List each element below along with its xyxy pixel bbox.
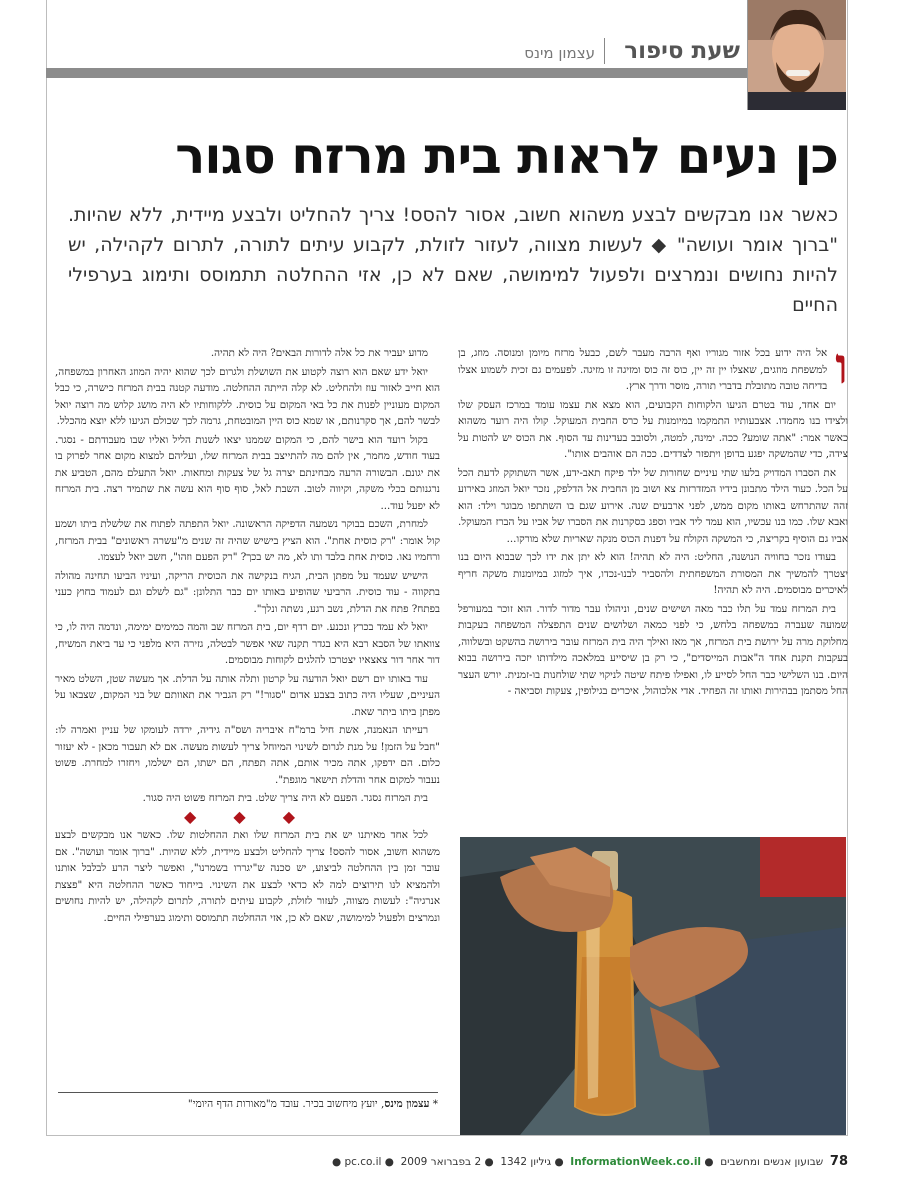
- article-paragraph: מדוע יעביר את כל אלה לדורות הבאים? היה לא תהיה.: [210, 347, 428, 359]
- article-paragraph: יואל ידע שאם הוא רוצה לקטוע את השושלת ולגרום לכך שהוא יהיה המוזג האחרון במשפחה, הוא חייב לאזור עוז ולהחליט. לא קלה הייתה ההחלטה. מודעה קטנה בבית המרזח כישרה, כי כבל המקום מעוניין לפנות את כל באי המקום על כוסית. ללקוחותיו לא היה מושג קלוש מה רוצה יואל לבשר להם, אך סקרנותם, או שמא כוס היין המובטחת, גרמה לכך שכולם הגיעו ללא יוצא מהכלל.: [55, 365, 440, 427]
- bio-text: , יועץ מיחשוב בכיר. עובד מ"מאורות הדף היומי": [187, 1098, 385, 1110]
- publication-name: שבועון אנשים ומחשבים: [720, 1156, 824, 1168]
- bottle-hands-image: [460, 837, 846, 1135]
- article-paragraph: בעודו נזכר בחוויה הנושנה, החליט: היה לא תהיה! הוא לא יתן את ידו לכך שבבוא היום בנו יצטרך להמשיך את המסורת המשפחתית ולהסביר לבנו-נכדו, איך למזוג במיומנות משקה חריף לאיכרים מבוסמים. היה לא תהיה!: [458, 551, 848, 596]
- issue-date: 2 בפברואר 2009: [400, 1156, 482, 1168]
- header-divider: [604, 38, 605, 64]
- author-photo: [747, 0, 846, 110]
- section-label: שעת סיפור: [624, 38, 740, 64]
- bio-name: עצמון מינס: [384, 1098, 430, 1110]
- article-paragraph: ו אל היה ידוע בכל אזור מגוריו ואף הרבה מעבר לשם, כבעל מרזח מיומן ומנוסה. מוזג, בן למשפחת מוזגים, שאצלו יין זה יין, כוס זה כוס ומזיגה זו מזיגה. לפעמים גם זכית לשמוע אצלו בדיחה טובה מתובלת בדברי תורה, מוסר ודרך ארץ.: [458, 345, 848, 395]
- conclusion-paragraph: לכל אחד מאיתנו יש את בית המרזח שלו ואת ההחלטות שלו. כאשר אנו מבקשים לבצע משהוא חשוב, אסור להסס! צריך להחליט ולבצע מיידית, ללא שהיות. "ברוך אומר ועושה". אם עובר זמן בין ההחלטה לביצוע, יש סכנה ש"יגררו בשמרנו", ואפשר ליצר הרע לבלבל אותנו ולהמציא לנו תירוצים למה לא כדאי לבצע את השינוי. בייחוד כאשר ההחלטה היא "פצצת אנרגיה": לעשות מצווה, לעזור לזולת, לקבוע עיתים לתורה, לתרום לקהילה, יש להיות נחושים ונמרצים ולפעול למימושה, שאם לא כן, אזי ההחלטה תתמוסס ותימוג בערפילי החיים.: [55, 829, 440, 924]
- article-paragraph: את הסברו המדויק בלעו שתי עיניים שחורות של ילד פיקח תאב-ידע, אשר השתוקק לדעת הכל על הכל. כעוד הילד מתבונן בידיו המזדרזות צא ושוב מן החבית אל הדלפק, נזכר יואל המוזג באירוע זהה שהתרחש באותו מקום ממש, לפני ארבעים שנה. אירוע שגם בו השתתפו מבוגר וילד: הוא ואבא שלו. כמו בנו עכשיו, הוא עמד ליד אביו וספג בסקרנות את הסברו של אביו על הברז המעוקל. אביו גם הוסיף בקריצה, כי המשקה הקולח על דפנות הכוס מנקה שאריות שלא מורקו...: [458, 466, 848, 545]
- article-paragraph: רעייתו הנאמנה, אשת חיל ברמ"ח איבריה ושס"ה גידיה, ירדה לעומקו של עניין ואמרה לו: "חבל על הזמן! על מנת לגרום לשינוי המיוחל צריך לעשות מעשה. אם לא תעבור מכאן - לא יעזור כלום. הם ידפקו, אתה מכיר אותם, אתה תפתח, הם ישתו, הם ישלמו, ויחזרו למחרת. פשוט נעבור למקום אחר והדלת תישאר מוגפת".: [55, 724, 440, 786]
- article-paragraph: בית המרזח נסגר. הפעם לא היה צריך שלט. בית המרזח פשוט היה סגור.: [142, 792, 428, 804]
- bio-rule: [58, 1092, 438, 1093]
- author-bio: * עצמון מינס, יועץ מיחשוב בכיר. עובד מ"מאורות הדף היומי": [187, 1098, 438, 1110]
- article-paragraph: הישיש שעמד על מפתן הבית, הגיח בנקישה את הכוסית הריקה, ועיניו הביעו תחינה מהולה בתקווה - עוד כוסית. הרביעי שהופיע באותו יום כבר התלונן: "גם לשלם וגם לעמוד בחוץ כעני בפתח? פתח את הדלת, נשב רגע, נשתה ונלך".: [55, 569, 440, 615]
- domain-link[interactable]: pc.co.il: [344, 1156, 382, 1168]
- article-paragraph: למחרת, השכם בבוקר נשמעה הדפיקה הראשונה. יואל התפתה לפתוח את שלשלת ביתו ושמע קול אומר: "רק כוסית אחת". הוא הציץ בישיש שהיה זה שנים מ"עשרה ראשונים" בבית המרזח, ורחמיו נאו. כוסית אחת בלבד ותו לא, מה יש בכך? "רק הפעם וזהו", חשב יואל לעצמו.: [55, 518, 440, 563]
- page-number: 78: [829, 1154, 848, 1169]
- article-paragraph: יום אחד, עוד בטרם הגיעו הלקוחות הקבועים, הוא מצא את עצמו עומד במרכז העסק שלו ולצידו בנו מחמדו. אצבעותיו התמקמו במיומנות על כרס החבית המעוקל. קולו היה רועד משהוא כאשר אמר: "אתה שומע? ככה. ימינה, למטה, ולסובב בעדינות עד הסוף. את הכוס יש להטות על צידה, כדי שהמשקה יפגע בדופן ויתפזר לצדדים. ככה הם אוהבים אותו".: [458, 398, 848, 460]
- issue-number: גיליון 1342: [500, 1156, 552, 1168]
- drop-cap: ו: [835, 345, 848, 395]
- author-byline: עצמון מינס: [524, 44, 595, 62]
- header-bar: [46, 68, 748, 78]
- lead-paragraph: כאשר אנו מבקשים לבצע משהוא חשוב, אסור להסס! צריך להחליט ולבצע מיידית, ללא שהיות. "ברוך אומר ועושה" ◆ לעשות מצווה, לעזור לזולת, לקבוע עיתים לתורה, לתרום לקהילה, יש להיות נחושים ונמרצים ולפעול למימושה, שאם לא כן, אזי ההחלטה תתמוסס ותימוג בערפילי החיים: [68, 204, 838, 316]
- section-divider-diamonds: ◆ ◆ ◆: [183, 806, 312, 826]
- article-column-left: [55, 345, 440, 1125]
- author-portrait-image: [748, 0, 846, 110]
- headline: כן נעים לראות בית מרזח סגור: [175, 127, 838, 185]
- article-paragraph: בקול רועד הוא בישר להם, כי המקום שממנו יצאו לשנות הליל ואליו שבו מעבודתם - נסגר. בעוד חודש, מחמר, אין להם מה להתייצב בבית המרזח שלו, ועליהם למצוא מקום אחר לפרוק בו את יגונם. הבשורה הרעה מבחינתם יצרה גל של צעקות ומחאות. יואל התעלם מהם, הטביע את נרגנותם בכלי משקה, וקיווה לטוב. השבת לאל, סוף סוף הוא עשה את שתמיד רצה. בית המרזח לא יפעל עוד...: [55, 433, 440, 512]
- article-paragraph: יואל לא עמד בכרץ ונכנע. יום רדף יום, בית המרזח שב והמה כמימים ימימה, ונדמה היה לו, כי צוואתו של הסבא רבא היא בגדר תקנה שאי אפשר לבטלה, גזירה היא מלפני כי עד ביאת המשיח, דור אחר דור צאצאיו יצטרכו להלגים לקוחות מבוסמים.: [55, 621, 440, 666]
- page-footer: 78 שבועון אנשים ומחשבים ● InformationWeek.co.il ● גיליון 1342 ● 2 בפברואר 2009 ● pc.co.il ●: [331, 1154, 848, 1169]
- article-column-right: [458, 345, 848, 820]
- article-paragraph: עוד באותו יום רשם יואל הודעה על קרטון ותלה אותה על הדלת. אך מעשה שטן, השלט מאיר העיניים, שעליו היה כתוב בצבע אדום "סגור!" רק הגביר את תאוותם של בני המקום, שצבאו על מפתן ביתו ביתר שאת.: [55, 672, 440, 718]
- article-photo: [460, 837, 846, 1135]
- site-link[interactable]: InformationWeek.co.il: [570, 1156, 702, 1168]
- article-paragraph: בית המרזח עמד על תלו כבר מאה ושישים שנים, וניהולו עבר מדור לדור. הוא זוכר במעורפל שמועה שעברה במשפחה בלחש, כי לפני כמאה ושלושים שנים התפצלה המשפחה בעקבות מחלוקת מרה על ירושת בית המרזח, אך מאז ואילך היה בית המרזח עובר בירושה בהשקט ובשלווה, בעקבות תקנת אחד ה"אבות המייסדים", כי רק בן שיסייע במלאכה מילדותו יזכה בירושה בבוא היום. בנו השלישי כבר החל לסייע לו, ואפילו פיתח שיטה לניקוי שתי שולחנות בו-זמנית. יורש העצר החל מסתמן בבהירות ואותו זה הפחיד. אדי אלכוהול, איכרים בגילופין, צעקות וסביאה -: [458, 602, 848, 697]
